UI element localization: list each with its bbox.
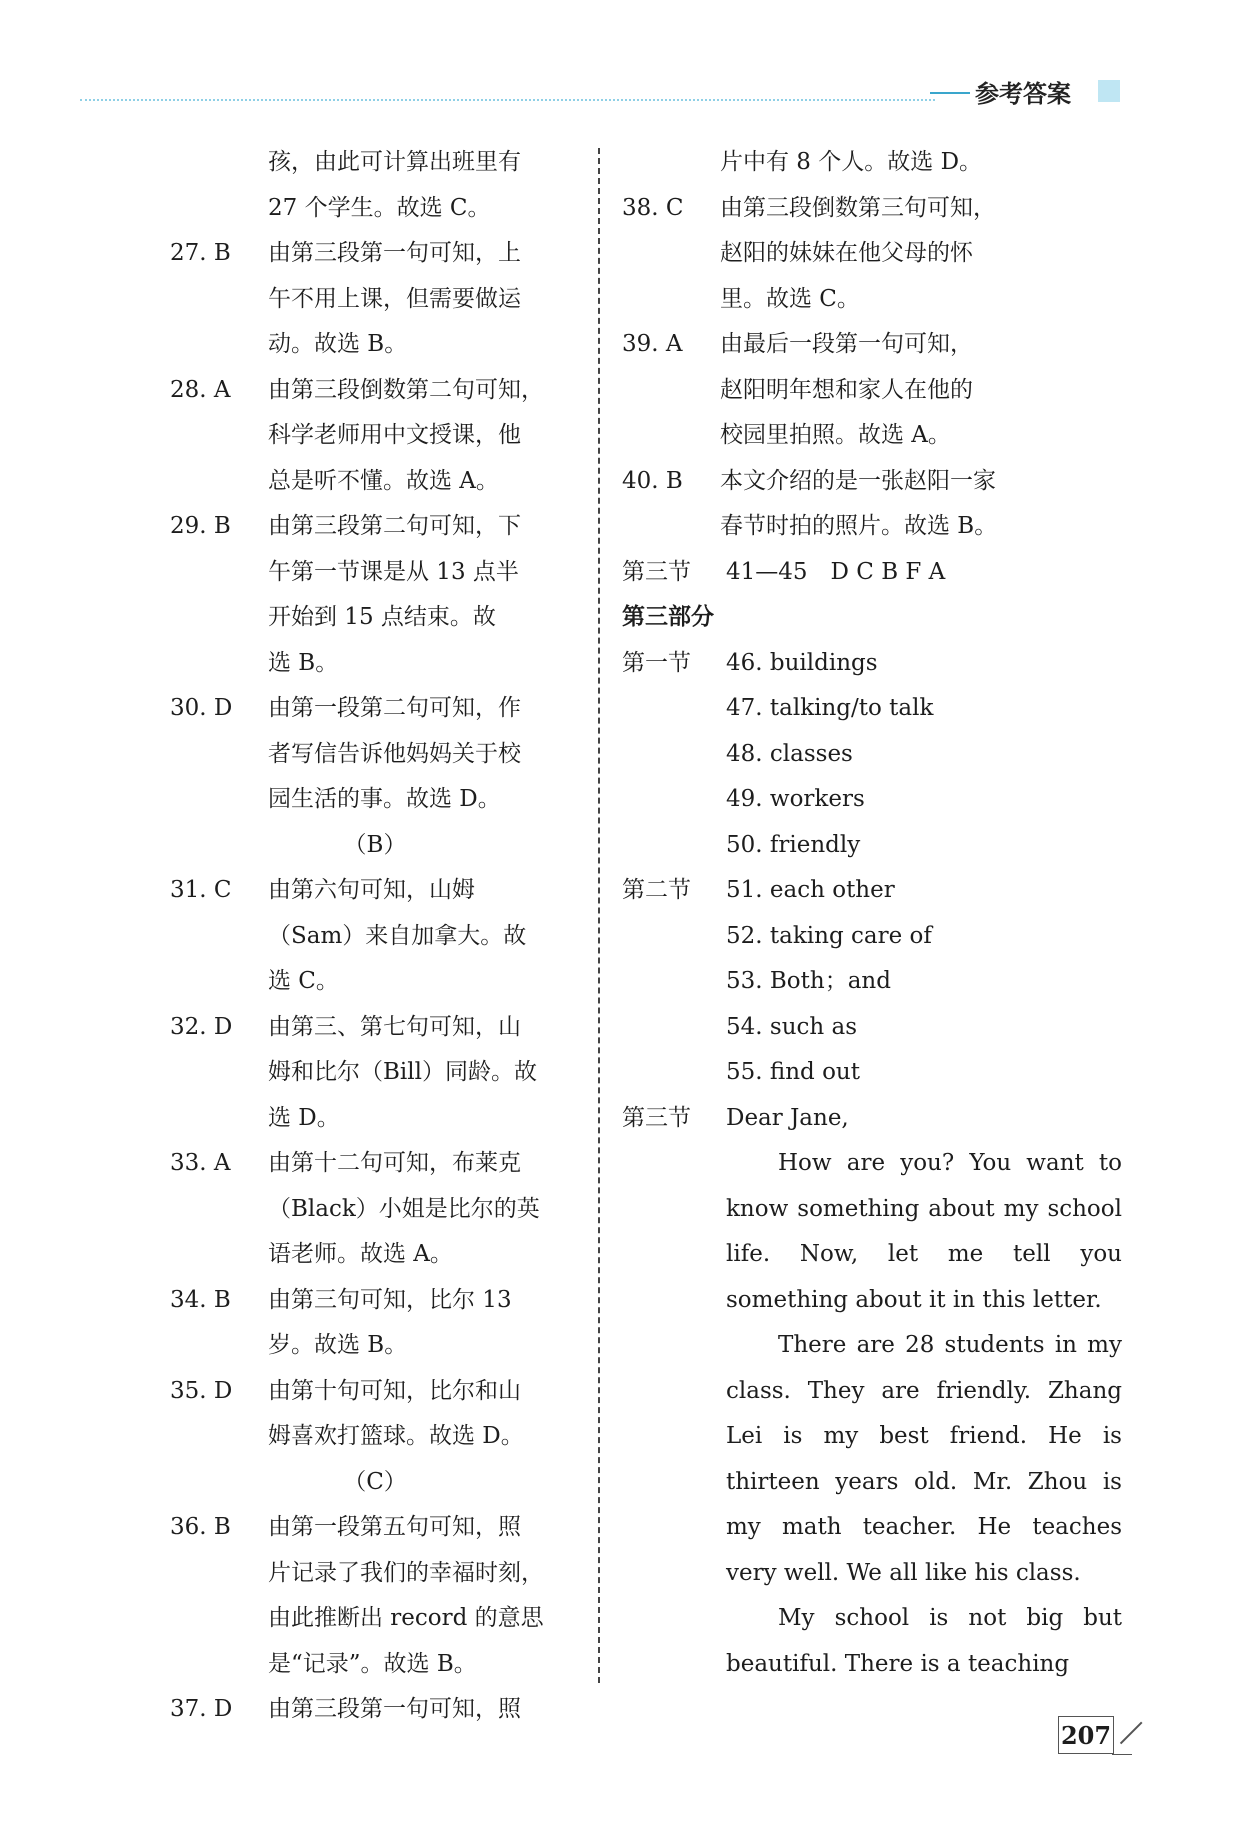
answer-explanation [268, 1505, 580, 1687]
explanation-line: 选 C。 [268, 968, 339, 994]
explanation-line: 由第三段第一句可知，照 [268, 1696, 521, 1722]
answer-item [622, 322, 1122, 459]
answer-line: 53. Both；and [726, 968, 891, 994]
explanation-line: 赵阳的妹妹在他父母的怀 [720, 240, 973, 266]
answer-number: 38. C [622, 194, 684, 221]
explanation-line: 姆和比尔（Bill）同龄。故 [268, 1059, 537, 1085]
part-title: 第三部分 [622, 604, 714, 630]
explanation-line: 赵阳明年想和家人在他的 [720, 376, 973, 403]
explanation-line: 春节时拍的照片。故选 B。 [720, 513, 998, 539]
explanation-line: 由第三段倒数第三句可知， [720, 194, 996, 221]
explanation-line: 姆喜欢打篮球。故选 D。 [268, 1423, 524, 1449]
answer-line: 51. each other [726, 877, 895, 903]
answer-number: 28. A [170, 376, 231, 403]
answer-item [170, 868, 580, 1005]
section-1 [622, 641, 1122, 869]
continued-line: 片中有 8 个人。故选 D。 [720, 149, 983, 175]
page-number: 207 [1058, 1716, 1114, 1754]
explanation-line: 由第三段第二句可知，下 [268, 513, 521, 539]
letter-greeting: Dear Jane, [726, 1104, 849, 1131]
explanation-line: 由第三句可知，比尔 13 [268, 1286, 512, 1313]
answer-explanation [268, 1141, 580, 1278]
section-answer-list [726, 641, 1122, 869]
explanation-line: 由第三段倒数第二句可知， [268, 376, 544, 403]
explanation-line: 由此推断出 record 的意思 [268, 1605, 544, 1631]
explanation-line: 由第三段第一句可知，上 [268, 240, 521, 266]
answer-line: 46. buildings [726, 649, 878, 676]
explanation-line: 由第十二句可知，布莱克 [268, 1150, 521, 1176]
answer-number: 27. B [170, 240, 231, 266]
answer-explanation [268, 1369, 580, 1460]
explanation-line: 由第一段第二句可知，作 [268, 695, 521, 721]
explanation-line: 午不用上课，但需要做运 [268, 285, 521, 312]
explanation-line: 园生活的事。故选 D。 [268, 786, 501, 812]
answer-explanation [268, 1005, 580, 1142]
letter-paragraph: How are you? You want to know something about my school life. Now, let me tell you something about it in this letter. [726, 1150, 1122, 1313]
answer-item [170, 231, 580, 368]
answer-item [170, 1141, 580, 1278]
explanation-line: 午第一节课是从 13 点半 [268, 558, 519, 585]
explanation-line: 由第一段第五句可知，照 [268, 1514, 521, 1540]
answer-line: 49. workers [726, 786, 865, 812]
answer-number: 35. D [170, 1377, 233, 1404]
continued-line: 孩，由此可计算出班里有 [268, 149, 521, 175]
explanation-line: 语老师。故选 A。 [268, 1241, 453, 1267]
explanation-line: 选 D。 [268, 1104, 340, 1131]
column-divider [598, 148, 600, 1683]
answer-number: 34. B [170, 1286, 231, 1313]
answer-item [622, 459, 1122, 550]
answer-explanation [720, 459, 1122, 550]
answer-items [622, 186, 1122, 550]
answer-line: 55. find out [726, 1059, 860, 1085]
answer-item [622, 186, 1122, 323]
section-label: 第二节 [622, 877, 691, 903]
explanation-line: （Black）小姐是比尔的英 [268, 1195, 540, 1222]
answer-item [170, 1505, 580, 1687]
explanation-line: 由最后一段第一句可知， [720, 331, 973, 357]
answer-line: 50. friendly [726, 831, 861, 858]
explanation-line: 里。故选 C。 [720, 285, 860, 312]
explanation-line: 片记录了我们的幸福时刻， [268, 1559, 544, 1586]
explanation-line: 岁。故选 B。 [268, 1332, 408, 1358]
explanation-line: 是“记录”。故选 B。 [268, 1650, 477, 1677]
continued-line: 27 个学生。故选 C。 [268, 194, 491, 221]
answer-explanation [268, 231, 580, 368]
answer-item [170, 686, 580, 823]
letter-paragraph: There are 28 students in my class. They are friendly. Zhang Lei is my best friend. He is thirteen years old. Mr. Zhou is my math teacher. He teaches very well. We all like his class. [726, 1332, 1122, 1586]
answer-line: 47. talking/to talk [726, 695, 934, 721]
answer-item [170, 368, 580, 505]
passage-heading: （B） [343, 831, 407, 858]
explanation-line: 由第十句可知，比尔和山 [268, 1377, 521, 1404]
section-3-writing [622, 1096, 1122, 1142]
section-3-answers [622, 550, 1122, 596]
header-block-decoration [1098, 80, 1120, 102]
answer-number: 37. D [170, 1696, 233, 1722]
explanation-line: 校园里拍照。故选 A。 [720, 422, 951, 448]
section-label: 第一节 [622, 649, 691, 676]
explanation-line: 动。故选 B。 [268, 331, 408, 357]
explanation-line: 本文介绍的是一张赵阳一家 [720, 467, 996, 494]
answer-line: 52. taking care of [726, 922, 932, 949]
answer-explanation [720, 186, 1122, 323]
left-column [170, 140, 580, 1733]
header-accent [930, 92, 970, 94]
answer-number: 39. A [622, 331, 683, 357]
explanation-line: 科学老师用中文授课，他 [268, 422, 521, 448]
answer-number: 33. A [170, 1150, 231, 1176]
answer-number: 30. D [170, 695, 233, 721]
explanation-line: 开始到 15 点结束。故 [268, 604, 496, 630]
answer-line: 48. classes [726, 740, 853, 767]
section-answers: 41—45 D C B F A [726, 558, 946, 585]
answer-number: 32. D [170, 1013, 233, 1040]
answer-line: 54. such as [726, 1013, 858, 1040]
answer-number: 40. B [622, 467, 683, 494]
letter-paragraph: My school is not big but beautiful. There is a teaching [726, 1605, 1122, 1677]
letter-body [622, 1141, 1122, 1687]
answer-explanation [268, 686, 580, 823]
answer-item [170, 1005, 580, 1142]
section-answer-list [726, 868, 1122, 1096]
answer-explanation [268, 1687, 580, 1733]
answer-item [170, 1369, 580, 1460]
answer-explanation [268, 368, 580, 505]
right-column [622, 140, 1122, 1687]
answer-number: 36. B [170, 1514, 231, 1540]
explanation-line: 由第六句可知，山姆 [268, 877, 475, 903]
answer-explanation [720, 322, 1122, 459]
page-header-title: 参考答案 [975, 80, 1071, 108]
answer-item [170, 1278, 580, 1369]
explanation-line: 选 B。 [268, 649, 339, 676]
explanation-line: 总是听不懂。故选 A。 [268, 467, 499, 494]
explanation-line: （Sam）来自加拿大。故 [268, 922, 527, 949]
answer-item [170, 504, 580, 686]
section-label: 第三节 [622, 558, 691, 585]
answer-explanation [268, 504, 580, 686]
explanation-line: 由第三、第七句可知，山 [268, 1013, 521, 1040]
answer-explanation [268, 868, 580, 1005]
answer-number: 29. B [170, 513, 231, 539]
section-label: 第三节 [622, 1104, 691, 1131]
answer-item [170, 1687, 580, 1733]
answer-explanation [268, 1278, 580, 1369]
explanation-line: 者写信告诉他妈妈关于校 [268, 740, 521, 767]
header-rule [80, 99, 935, 101]
section-2 [622, 868, 1122, 1096]
answer-number: 31. C [170, 877, 232, 903]
passage-heading: （C） [343, 1468, 407, 1495]
page-number-decoration [1112, 1716, 1132, 1755]
